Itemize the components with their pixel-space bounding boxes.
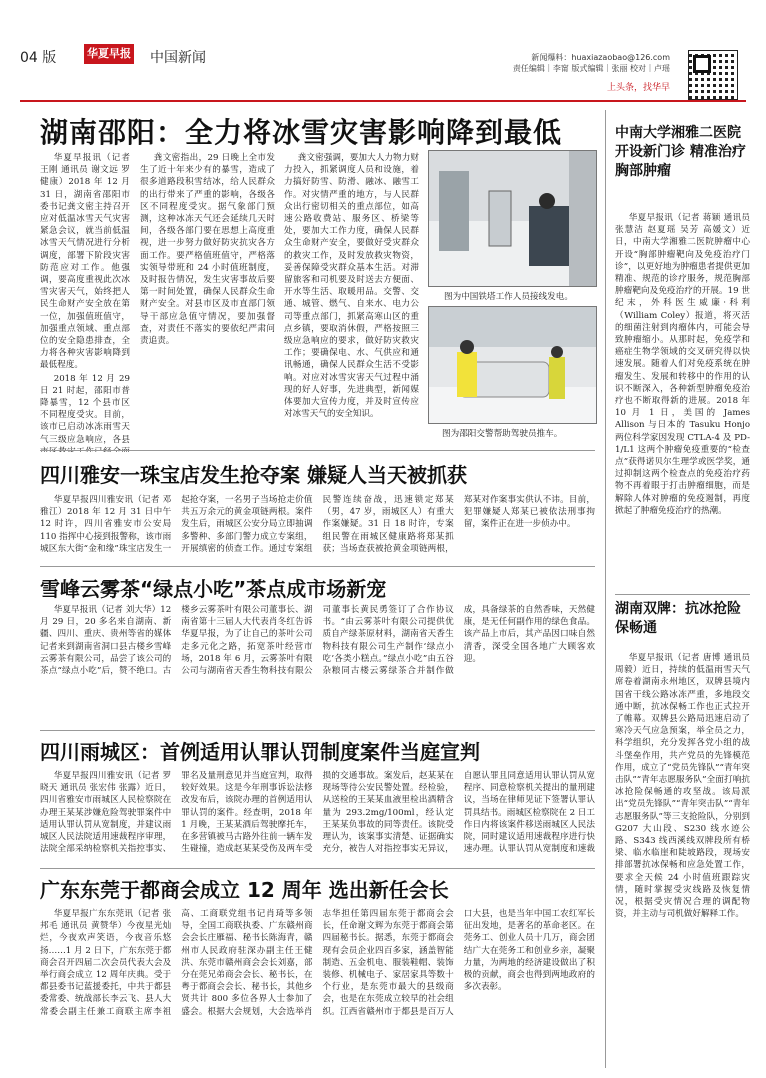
article3-title: 雪峰云雾茶“绿点小吃”茶点成市场新宠 <box>40 577 387 601</box>
article1-title: 湖南邵阳：全力将冰雪灾害影响降到最低 <box>40 116 563 149</box>
photo-police-pushing-car <box>428 306 597 424</box>
article5-body <box>40 908 595 1068</box>
article1-para1: 华夏早报讯（记者 王刚 通讯员 谢文远 罗健康）2018 年 12 月 31 日，湖南省邵阳市委书记龚文密主持召开应对低温冰雪天气灾害紧急会议，就当前低温冰雪天气情况进行分析调度，部署下阶段灾害防范应对工作。他强调，要高度重视此次冰雪灾害天气，始终把人民生命财产安全放在第一位，加强值班值守，加强重点领域、重点部位的安全隐患排查，全力将各种灾害影响降到最低程度。 <box>40 153 130 371</box>
sidebar1-body <box>615 212 750 592</box>
photo1-caption: 图为中国铁塔工作人员接线发电。 <box>444 292 573 302</box>
article2-body <box>40 494 595 562</box>
photo2-caption: 图为邵阳交警帮助驾驶员推车。 <box>442 429 563 439</box>
header-divider <box>20 100 746 102</box>
photo-tower-worker <box>428 150 597 287</box>
sidebar1-para: 华夏早报讯（记者 蒋颖 通讯员 张慧洁 赵夏瑶 吴芳 高媛文）近日，中南大学湘雅二医院肿瘤中心开设“胸部肿瘤靶向及免疫治疗门诊”，以更好地为肿瘤患者提供更加精准、规范的诊疗服务，规范胸部肿瘤靶向及免疫治疗的开展。19 世纪末，外科医生威廉·科利（William Coley）报道，将灭活的细菌注射到肉瘤体内，可能会导致肿瘤缩小。从那时起，免疫学和癌症生物学领域的交叉研究得以快速发展。随着人们对免疫系统在肿瘤发生、发展和转移中的作用的认识不断深入，各种新型肿瘤免疫治疗也不断取得新的进展。2018 年 10 月 1 日，美国的 James Allison 与日本的 Tasuku Honjo 两位科学家因发现 CTLA-4 及 PD-1/L1 这两个肿瘤免疫重要的“检查点”获得诺贝尔生理学或医学奖，通过抑制这两个检查点的免疫治疗药物不再着眼于打击肿瘤细胞，而是解除人体对肿瘤的免疫遏制，再度掀起了肿瘤免疫治疗的热潮。 <box>615 213 750 516</box>
article2-para: 华夏早报四川雅安讯（记者 邓雅江）2018 年 12 月 31 日中午 12 时许，四川省雅安市公安局 110 指挥中心接到报警称，该市雨城区东大街“金和缘”珠宝店发生一起抢夺案，一名男子当场抢走价值共五万余元的黄金项链两根。案件发生后，雨城区公安分局立即抽调多警种、多部门警力成立专案组，开展缜密的侦查工作。通过专案组民警连续奋战，迅速锁定郑某（男，47 岁，雨城区人）有重大作案嫌疑。31 日 18 时许，专案组民警在雨城区健康路将郑某抓获；当场查获被抢黄金项链两根，郑某对作案事实供认不讳。目前，犯罪嫌疑人郑某已被依法刑事拘留，案件正在进一步侦办中。 <box>40 495 595 554</box>
divider <box>40 450 595 451</box>
page-number: 04 版 <box>20 50 57 66</box>
article1-col2 <box>140 152 275 452</box>
article4-para: 华夏早报四川雅安讯（记者 罗晓天 通讯员 张宏伟 张露）近日，四川省雅安市雨城区人民检察院在办理王某某涉嫌危险驾驶罪案件中适用认罪认罚从宽制度，并建议雨城区人民法院适用速裁程序审理，法院全部采纳检察机关指控事实、罪名及量刑意见并当庭宣判，取得较好效果。这是今年刑事诉讼法修改发布后，该院办理的首例适用认罪认罚的案件。经查明，2018 年 1 月晚，王某某酒后驾驶摩托车，在多营镇被马古路外往前一辆车发生碰撞，造成赵某某受伤及两车受损的交通事故。案发后，赵某某在现场等待公安民警处置。经检验，从送检的王某某血液里检出酒精含量为 293.2mg/100ml，经认定王某某负事故的同等责任。该院受理认为，该案事实清楚、证据确实充分，被告人对指控事实无异议，自愿认罪且同意适用认罪认罚从宽程序、同意检察机关提出的量刑建议，当场在律师见证下签署认罪认罚具结书。雨城区检察院在 2 日工作日内将该案件移送雨城区人民法院，同时建议适用速裁程序进行快速办理。认罪认罚从宽制度和速裁 <box>40 771 595 855</box>
masthead-info <box>513 52 670 74</box>
article5-para: 华夏早报广东东莞讯（记者 张邦毛 通讯员 黄赞华）今夜星光灿烂，今夜欢声笑语，今夜音乐悠扬……1 月 2 日下，广东东莞于都商会召开四届二次会员代表大会及举行商会成立 12 周年庆典。受于都县委书记蓝援委托，中共于都县委常委、统战部长李云飞、县人大常委会副主任兼工商联主席李祖高、工商联党组书记肖琦等多领导，全国工商联执委、广东赣州商会会长庄雁福、秘书长陈海青，赣州市人民政府驻深办副主任王健洪、东莞市赣州商会会长刘嘉，部分在莞兄弟商会会长、秘书长，在粤于都商会会长、秘书长，其他乡贤共计 800 多位各界人士参加了盛会。根据大会规划，大会选举肖志华担任第四届东莞于都商会会长，任命谢文辉为东莞于都商会第四届秘书长。据悉，东莞于都商会现有会员企业四百多家，涵盖智能制造、五金机电、服装鞋帽、装饰装修、机械电子、家居家具等数十个行业，是东莞市最大的县级商会，也是在东莞成立较早的社会组织。江西省赣州市于都县是百万人口大县，也是当年中国工农红军长征出发地，是著名的革命老区。在莞务工、创业人员十几万，商会团结广大在莞务工和创业乡亲，凝聚力量，为两地的经济建设做出了积极的贡献，商会也得到两地政府的多次表彰。 <box>40 909 595 1017</box>
slogan: 上头条，找华早 <box>606 83 670 93</box>
article1-para4: 龚文密强调，要加大人力物力财力投入，抓紧调度人员和设施，着力搞好防雪、防滑、融冰、融雪工作。对灾情严重的地方，与人民群众出行密切相关的重点部位，如高速公路收费站、服务区、桥梁等处，要加大工作力度，确保人民群众生命财产安全，要做好受灾群众的救灾工作，及时发放救灾物资，妥善保障受灾群众基本生活。对滞留旅客和司机要及时送去方便面、开水等生活、取暖用品。交警、交通、城管、燃气、自来水、电力公司等重点部门，抓紧高寒山区的重点乡镇，要取消休假，严格按照三级应急响应的要求，做好防灾救灾工作；要确保电、水、气供应和通讯畅通，确保人民群众生活不受影响。对应对冰雪灾害天气过程中涌现的好人好事，先进典型，新闻媒体要加大宣传力度，并及时宣传应对冰雪天气的安全知识。 <box>284 153 419 420</box>
contact-line: 新闻爆料：huaxiazaobao@126.com <box>531 53 670 62</box>
divider <box>40 566 595 567</box>
article4-title: 四川雨城区：首例适用认罪认罚制度案件当庭宣判 <box>40 740 480 764</box>
article1-col1 <box>40 152 130 452</box>
article1-para2: 2018 年 12 月 29 日 21 时起，邵阳市普降暴雪，12 个县市区不同程度受灾。目前，该市已启动冰冻雨雪天气三级应急响应，各县 <box>40 373 130 445</box>
article3-para: 华夏早报讯（记者 刘大华）12 月 29 日，20 多名来自湖南、新疆、四川、重庆、贵州等省的媒体记者来到湖南省洞口县古楼乡雪峰云雾茶有限公司，品尝了该公司的茶点“绿点小吃”后，赞不绝口。古楼乡云雾茶叶有限公司董事长、湖南省第十三届人大代表肖冬红告诉华夏早报，为了让自己的茶叶公司走多元化之路，拓宽茶叶经营市场，2018 年 6 月，云雾茶叶有限公司与湖南省天香生物科技有限公司董事长黄民勇签订了合作协议书。“由云雾茶叶有限公司提供优质自产绿茶原材料，湖南省天香生物科技有限公司生产制作‘绿点小吃’各类小糕点。”绿点小吃”由五谷杂粮同古楼云雾绿茶合并制作做成，具备绿茶的自然香味，天然健康，是无任何副作用的绿色食品。该产品上市后，其产品因口味自然清香，深受全国各地广大顾客欢迎。 <box>40 605 595 677</box>
article1-col3 <box>284 152 419 452</box>
sidebar1-title: 中南大学湘雅二医院开设新门诊 精准治疗胸部肿瘤 <box>615 125 746 179</box>
sidebar-divider <box>605 110 606 1068</box>
sidebar2-title: 湖南双牌：抗冰抢险保畅通 <box>615 601 741 636</box>
editors-line: 责任编辑｜李甯 版式编辑｜张丽 校对｜卢瑶 <box>512 64 670 73</box>
sidebar2-body <box>615 652 750 1068</box>
section-name: 中国新闻 <box>150 50 206 66</box>
article4-body <box>40 770 595 866</box>
sidebar2-para: 华夏早报讯（记者 唐博 通讯员 周毅）近日，持续的低温雨雪天气席卷着湖南永州地区，双牌县境内国省干线公路冰冻严重，多地段交通中断，抗冰保畅工作也正式拉开了帷幕。双牌县公路局迅速启动了寒冷天气应急预案，举全员之力，科学组织，充分发挥各党小组的战斗堡垒作用，共产党员的先锋模范作用，成立了“党员先锋队”“青年突击队”“青年志愿服务队”全面打响抗冰抢险保畅通的攻坚战。该局派出“党员先锋队”“青年突击队”“青年志愿服务队”等三支抢险队，分别到 G207 大山段、S230 线水迹公路、S343 线西溪线双牌段所有桥梁、临水临崖和陡坡路段，现场安排部署抗冰保畅和应急处置工作，要求全天候 24 小时值班跟踪灾情，随时掌握受灾线路及恢复情况，根据受灾情况合理的调配物资，并主动与司机做好解释工作。 <box>615 653 750 920</box>
qr-code-icon <box>688 50 738 100</box>
divider <box>615 594 750 595</box>
article3-body <box>40 604 595 726</box>
article2-title: 四川雅安一珠宝店发生抢夺案 嫌疑人当天被抓获 <box>40 463 467 487</box>
article5-title: 广东东莞于都商会成立 12 周年 选出新任会长 <box>40 878 449 902</box>
article1-para3: 龚文密指出，29 日晚上全市发生了近十年来少有的暴雪，造成了很多道路段积雪结冰，给人民群众的出行带来了严重的影响，各级各区不同程度受灾。据气象部门预测，这种冰冻天气还会延续几天时间，各级各部门要在思想上高度重视，进一步努力做好防灾抗灾各方面工作。要严格值班值守，严格落实领导带班和 24 小时值班制度，及时报告情况，发生灾害事故后要第一时间处置，确保人民群众生命财产安全。对县市区及市直部门领导干部应急值守情况，要加强督查，对责任不落实的要依纪严肃问责追责。 <box>140 153 275 347</box>
divider <box>40 730 595 731</box>
divider <box>40 868 595 869</box>
newspaper-logo: 华夏早报 <box>84 44 134 64</box>
